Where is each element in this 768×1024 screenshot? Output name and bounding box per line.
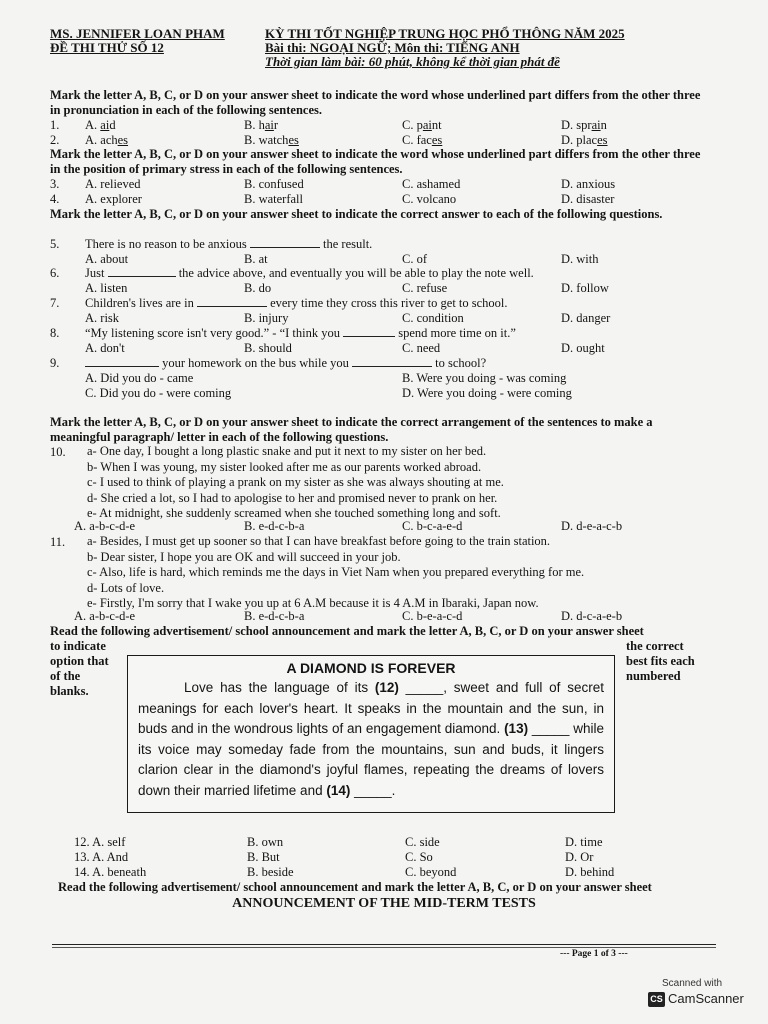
option-a[interactable]: A. relieved bbox=[85, 177, 141, 191]
instruction-correct-answer: Mark the letter A, B, C, or D on your answer sheet to indicate the correct answer to each of the following questions. bbox=[50, 207, 663, 221]
option-d[interactable]: D. d-e-a-c-b bbox=[561, 519, 623, 533]
option-b[interactable]: B. Were you doing - was coming bbox=[402, 371, 567, 385]
option-d[interactable]: D. with bbox=[561, 252, 599, 266]
sentence-d: d- Lots of love. bbox=[87, 580, 165, 595]
option-c[interactable]: C. paint bbox=[402, 118, 442, 132]
option-c[interactable]: C. side bbox=[405, 835, 440, 849]
question-number: 3. bbox=[50, 177, 60, 191]
option-a[interactable]: A. Did you do - came bbox=[85, 371, 194, 385]
page-number: --- Page 1 of 3 --- bbox=[560, 949, 628, 959]
option-b[interactable]: B. hair bbox=[244, 118, 279, 132]
sentence-b: b- When I was young, my sister looked after me as our parents worked abroad. bbox=[87, 459, 482, 474]
option-a[interactable]: A. a-b-c-d-e bbox=[74, 519, 136, 533]
question-number: 6. bbox=[50, 266, 60, 280]
question-14-option-a[interactable]: 14. A. beneath bbox=[74, 865, 147, 879]
question-number: 2. bbox=[50, 133, 60, 147]
question-number: 8. bbox=[50, 326, 60, 340]
option-b[interactable]: B. beside bbox=[247, 865, 294, 879]
option-c[interactable]: C. refuse bbox=[402, 281, 448, 295]
option-b[interactable]: B. do bbox=[244, 281, 272, 295]
option-c[interactable]: C. ashamed bbox=[402, 177, 461, 191]
question-12-option-a[interactable]: 12. A. self bbox=[74, 835, 126, 849]
option-b[interactable]: B. waterfall bbox=[244, 192, 304, 206]
footer-divider-2 bbox=[52, 947, 716, 948]
option-c[interactable]: C. of bbox=[402, 252, 427, 266]
instruction-arrangement: Mark the letter A, B, C, or D on your answer sheet to indicate the correct arrangement of the sentences to make a meaningful paragraph/ letter in each of the following questions. bbox=[50, 415, 653, 444]
option-c[interactable]: C. condition bbox=[402, 311, 464, 325]
option-a[interactable]: A. a-b-c-d-e bbox=[74, 609, 136, 623]
option-c[interactable]: C. Did you do - were coming bbox=[85, 386, 232, 400]
sentence-d: d- She cried a lot, so I had to apologise to her and promised never to prank on her. bbox=[87, 490, 498, 505]
option-d[interactable]: D. d-c-a-e-b bbox=[561, 609, 623, 623]
question-13-option-a[interactable]: 13. A. And bbox=[74, 850, 129, 864]
exam-title: KỲ THI TỐT NGHIỆP TRUNG HỌC PHỔ THÔNG NĂM 2025 bbox=[265, 26, 625, 41]
instruction-pronunciation: Mark the letter A, B, C, or D on your answer sheet to indicate the word whose underlined part differs from the other three in pronunciation in each of the following sentences. bbox=[50, 88, 701, 117]
question-10-sentences bbox=[87, 444, 504, 522]
instruction-announcement: Read the following advertisement/ school announcement and mark the letter A, B, C, or D on your answer sheet bbox=[58, 880, 652, 894]
option-c[interactable]: C. So bbox=[405, 850, 433, 864]
option-a[interactable]: A. listen bbox=[85, 281, 128, 295]
option-d[interactable]: D. anxious bbox=[561, 177, 616, 191]
instruction-advert-left: to indicate option that of the blanks. bbox=[50, 639, 109, 698]
camscanner-logo-icon: CS bbox=[648, 992, 665, 1007]
option-c[interactable]: C. faces bbox=[402, 133, 443, 147]
header-right bbox=[265, 27, 625, 69]
option-a[interactable]: A. risk bbox=[85, 311, 120, 325]
option-d[interactable]: D. danger bbox=[561, 311, 611, 325]
option-a[interactable]: A. about bbox=[85, 252, 129, 266]
instruction-advert: Read the following advertisement/ school announcement and mark the letter A, B, C, or D on your answer sheet bbox=[50, 624, 644, 638]
question-number: 5. bbox=[50, 237, 60, 251]
option-a[interactable]: A. aches bbox=[85, 133, 129, 147]
question-text: There is no reason to be anxious the result. bbox=[85, 237, 373, 251]
question-number: 7. bbox=[50, 296, 60, 310]
sentence-e: e- At midnight, she suddenly screamed when she touched something long and soft. bbox=[87, 506, 501, 520]
camscanner-watermark bbox=[648, 978, 760, 1014]
exam-duration: Thời gian làm bài: 60 phút, không kể thời gian phát đề bbox=[265, 54, 560, 69]
option-c[interactable]: C. beyond bbox=[405, 865, 457, 879]
advertisement-title: A DIAMOND IS FOREVER bbox=[286, 660, 456, 676]
exam-subject: Bài thi: NGOẠI NGỮ; Môn thi: TIẾNG ANH bbox=[265, 40, 520, 55]
option-d[interactable]: D. follow bbox=[561, 281, 609, 295]
question-text: your homework on the bus while you to school? bbox=[85, 356, 486, 370]
option-b[interactable]: B. injury bbox=[244, 311, 289, 325]
question-number: 11. bbox=[50, 535, 66, 549]
option-d[interactable]: D. behind bbox=[565, 865, 615, 879]
option-b[interactable]: B. e-d-c-b-a bbox=[244, 519, 305, 533]
camscanner-name: CamScanner bbox=[668, 991, 744, 1006]
option-d[interactable]: D. Were you doing - were coming bbox=[402, 386, 572, 400]
question-number: 9. bbox=[50, 356, 60, 370]
option-b[interactable]: B. own bbox=[247, 835, 284, 849]
sentence-b: b- Dear sister, I hope you are OK and will succeed in your job. bbox=[87, 549, 401, 564]
question-number: 10. bbox=[50, 445, 66, 459]
exam-number: ĐỀ THI THỬ SỐ 12 bbox=[50, 40, 164, 55]
question-number: 1. bbox=[50, 118, 60, 132]
option-b[interactable]: B. e-d-c-b-a bbox=[244, 609, 305, 623]
option-a[interactable]: A. don't bbox=[85, 341, 125, 355]
advertisement-box bbox=[127, 655, 615, 813]
teacher-name: MS. JENNIFER LOAN PHAM bbox=[50, 26, 225, 41]
option-d[interactable]: D. places bbox=[561, 133, 608, 147]
option-b[interactable]: B. confused bbox=[244, 177, 304, 191]
question-number: 4. bbox=[50, 192, 60, 206]
option-a[interactable]: A. explorer bbox=[85, 192, 142, 206]
option-b[interactable]: B. should bbox=[244, 341, 292, 355]
sentence-a: a- Besides, I must get up sooner so that I can have breakfast before going to the train station. bbox=[87, 534, 551, 548]
option-d[interactable]: D. disaster bbox=[561, 192, 615, 206]
option-b[interactable]: B. But bbox=[247, 850, 280, 864]
option-d[interactable]: D. Or bbox=[565, 850, 594, 864]
scanned-with-label: Scanned with bbox=[662, 978, 723, 989]
sentence-c: c- I used to think of playing a prank on my sister as she was always shouting at me. bbox=[87, 475, 504, 489]
announcement-title: ANNOUNCEMENT OF THE MID-TERM TESTS bbox=[232, 896, 536, 911]
header-left bbox=[50, 27, 225, 55]
option-a[interactable]: A. aid bbox=[85, 118, 116, 132]
instruction-stress: Mark the letter A, B, C, or D on your answer sheet to indicate the word whose underlined part differs from the other three in the position of primary stress in each of the following sentences. bbox=[50, 147, 701, 176]
footer-divider bbox=[52, 944, 716, 945]
advertisement-text: Love has the language of its (12) _____, sweet and full of secret meanings for each lover's heart. It speaks in the mountain and the sun, in buds and in the wondrous lights of an engagement diamond. (13) _____ while its voice may someday fade from the mountains, sun and buds, it lingers clarion clear in the diamond's joyful flames, repeating the dreams of lovers down their married lifetime and (14) _____. bbox=[138, 680, 604, 798]
question-11-sentences bbox=[87, 534, 584, 612]
sentence-c: c- Also, life is hard, which reminds me the days in Viet Nam when you prepared everything for me. bbox=[87, 565, 585, 579]
question-text: Just the advice above, and eventually you will be able to play the note well. bbox=[85, 266, 534, 280]
option-d[interactable]: D. time bbox=[565, 835, 603, 849]
question-text: “My listening score isn't very good.” - “I think you spend more time on it.” bbox=[85, 326, 516, 340]
sentence-e: e- Firstly, I'm sorry that I wake you up at 6 A.M because it is 4 A.M in Ibaraki, Japan now. bbox=[87, 596, 539, 610]
option-b[interactable]: B. at bbox=[244, 252, 268, 266]
instruction-advert-right: the correct best fits each numbered bbox=[626, 639, 695, 683]
option-c[interactable]: C. b-e-a-c-d bbox=[402, 609, 463, 623]
option-c[interactable]: C. volcano bbox=[402, 192, 457, 206]
option-c[interactable]: C. need bbox=[402, 341, 441, 355]
option-b[interactable]: B. watches bbox=[244, 133, 299, 147]
question-text: Children's lives are in every time they cross this river to get to school. bbox=[85, 296, 508, 310]
sentence-a: a- One day, I bought a long plastic snake and put it next to my sister on her bed. bbox=[87, 444, 487, 458]
option-c[interactable]: C. b-c-a-e-d bbox=[402, 519, 463, 533]
option-d[interactable]: D. ought bbox=[561, 341, 605, 355]
option-d[interactable]: D. sprain bbox=[561, 118, 607, 132]
